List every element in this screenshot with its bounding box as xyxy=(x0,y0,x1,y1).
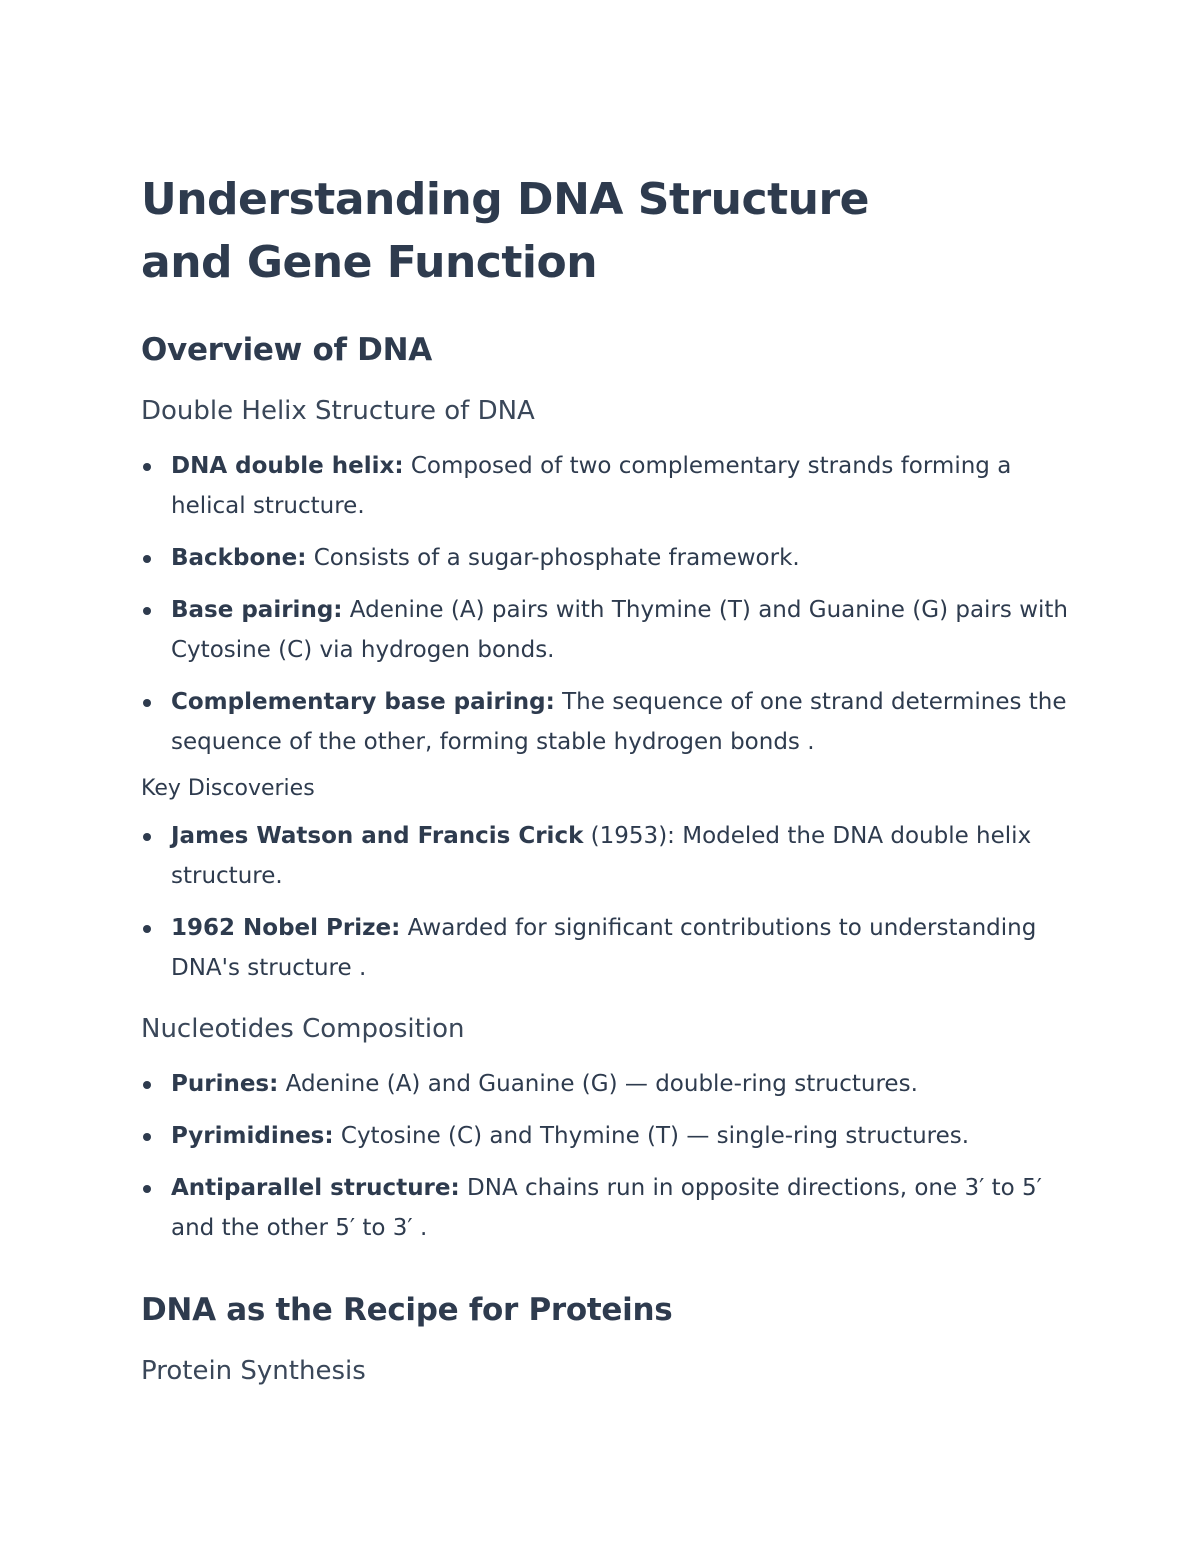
bullet-icon xyxy=(143,463,151,471)
list-item xyxy=(141,590,1071,670)
subsection-heading-protein-synthesis: Protein Synthesis xyxy=(141,1356,366,1386)
list-item-separator: : xyxy=(450,1175,460,1201)
list-item xyxy=(141,816,1071,896)
nucleotides-list xyxy=(141,1064,1071,1248)
list-item-text: Awarded for significant contributions to understanding DNA's structure . xyxy=(171,915,1037,981)
list-item-term: DNA double helix xyxy=(171,453,395,479)
list-item xyxy=(141,908,1071,988)
subsection-heading-double-helix: Double Helix Structure of DNA xyxy=(141,396,535,426)
list-item-separator: : xyxy=(545,689,555,715)
list-item xyxy=(141,1168,1071,1248)
section-heading-overview: Overview of DNA xyxy=(141,332,432,368)
key-discoveries-list xyxy=(141,816,1071,988)
bullet-icon xyxy=(143,699,151,707)
list-item-term: Complementary base pairing xyxy=(171,689,546,715)
list-item-separator: : xyxy=(297,545,307,571)
document-title: Understanding DNA Structure and Gene Function xyxy=(141,174,869,288)
list-item-separator: : xyxy=(269,1071,279,1097)
list-item-text: Consists of a sugar-phosphate framework. xyxy=(306,545,800,571)
list-item-term: Purines xyxy=(171,1071,270,1097)
list-item-text: Cytosine (C) and Thymine (T) — single-ring structures. xyxy=(333,1123,970,1149)
list-item-term: James Watson and Francis Crick xyxy=(171,823,584,849)
document-page xyxy=(141,168,1071,1388)
subsection-heading-nucleotides: Nucleotides Composition xyxy=(141,1014,465,1044)
list-item-term: 1962 Nobel Prize xyxy=(171,915,392,941)
bullet-icon xyxy=(143,555,151,563)
list-item xyxy=(141,682,1071,762)
list-item-text: (1953): Modeled the DNA double helix structure. xyxy=(171,823,1032,889)
list-item-term: Antiparallel structure xyxy=(171,1175,451,1201)
list-item-term: Pyrimidines xyxy=(171,1123,325,1149)
list-item-separator: : xyxy=(391,915,401,941)
bullet-icon xyxy=(143,1081,151,1089)
bullet-icon xyxy=(143,925,151,933)
list-item-text: Composed of two complementary strands forming a helical structure. xyxy=(171,453,1012,519)
list-item-text: The sequence of one strand determines the sequence of the other, forming stable hydrogen bonds . xyxy=(171,689,1067,755)
list-item xyxy=(141,1116,1071,1156)
list-item-separator: : xyxy=(324,1123,334,1149)
list-item xyxy=(141,538,1071,578)
subsection-heading-key-discoveries: Key Discoveries xyxy=(141,776,315,801)
bullet-icon xyxy=(143,833,151,841)
list-item-text: DNA chains run in opposite directions, one 3′ to 5′ and the other 5′ to 3′ . xyxy=(171,1175,1042,1241)
double-helix-list xyxy=(141,446,1071,762)
list-item-text: Adenine (A) and Guanine (G) — double-ring structures. xyxy=(278,1071,918,1097)
list-item xyxy=(141,446,1071,526)
bullet-icon xyxy=(143,607,151,615)
list-item-term: Base pairing xyxy=(171,597,334,623)
list-item-text: Adenine (A) pairs with Thymine (T) and Guanine (G) pairs with Cytosine (C) via hydrogen bonds. xyxy=(171,597,1068,663)
list-item xyxy=(141,1064,1071,1104)
bullet-icon xyxy=(143,1185,151,1193)
section-heading-recipe-for-proteins: DNA as the Recipe for Proteins xyxy=(141,1292,673,1328)
bullet-icon xyxy=(143,1133,151,1141)
list-item-separator: : xyxy=(394,453,404,479)
list-item-separator: : xyxy=(333,597,343,623)
list-item-term: Backbone xyxy=(171,545,298,571)
